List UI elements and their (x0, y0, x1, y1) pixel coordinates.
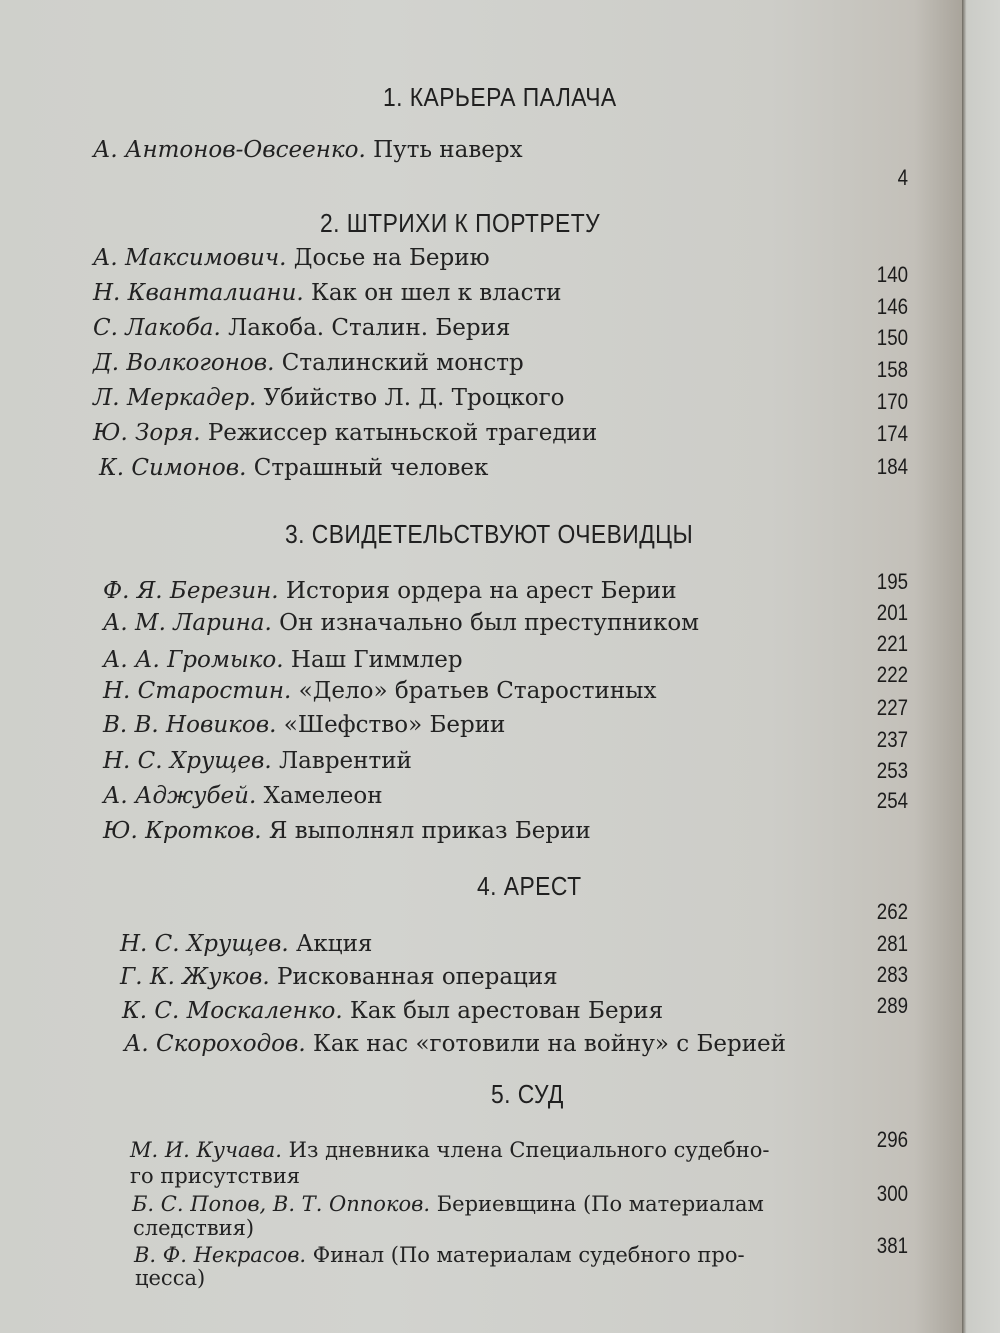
toc-entry (103, 610, 699, 636)
entry-title: Убийство Л. Д. Троцкого (256, 385, 565, 411)
entry-title: Хамелеон (256, 783, 383, 809)
toc-entry (103, 748, 412, 774)
page-number: 146 (876, 294, 908, 319)
entry-author: Ф. Я. Березин. (103, 578, 279, 604)
page-number: 4 (897, 165, 908, 190)
toc-entry (103, 818, 591, 844)
page-number: 253 (876, 758, 908, 783)
entry-author: Н. Старостин. (103, 678, 292, 704)
toc-entry (103, 712, 505, 738)
entry-title: Путь наверх (365, 137, 523, 163)
toc-entry (93, 280, 562, 306)
entry-author: Ю. Зоря. (93, 420, 201, 446)
section-heading: 3. СВИДЕТЕЛЬСТВУЮТ ОЧЕВИДЦЫ (285, 519, 694, 549)
entry-title: Как он шел к власти (303, 280, 562, 306)
entry-title-continuation: го присутствия (130, 1164, 300, 1188)
toc-entry (103, 647, 463, 673)
page-number: 227 (876, 695, 908, 720)
toc-entry (99, 455, 488, 481)
entry-author: Л. Меркадер. (93, 385, 257, 411)
page-number: 221 (876, 631, 908, 656)
page-number: 254 (876, 788, 908, 813)
book-gutter (962, 0, 1000, 1333)
page-number: 201 (876, 600, 908, 625)
toc-entry (130, 1138, 770, 1162)
page-number: 381 (876, 1233, 908, 1258)
entry-title: История ордера на арест Берии (278, 578, 677, 604)
toc-entry (93, 245, 490, 271)
entry-title: Страшный человек (246, 455, 489, 481)
entry-author: Н. Кванталиани. (93, 280, 304, 306)
toc-entry (93, 137, 523, 163)
page-number: 140 (876, 262, 908, 287)
toc-entry (120, 931, 372, 957)
page-number: 174 (876, 421, 908, 446)
page-number: 283 (876, 962, 908, 987)
toc-entry (93, 315, 510, 341)
toc-entry (93, 350, 524, 376)
entry-author: С. Лакоба. (93, 315, 221, 341)
entry-title: Лаврентий (271, 748, 412, 774)
entry-title: Я выполнял приказ Берии (261, 818, 591, 844)
toc-entry (120, 964, 558, 990)
section-heading: 1. КАРЬЕРА ПАЛАЧА (383, 82, 617, 112)
entry-author: А. А. Громыко. (103, 647, 284, 673)
toc-entry (103, 783, 383, 809)
entry-title-continuation: следствия) (133, 1216, 255, 1240)
entry-author: А. Аджубей. (103, 783, 257, 809)
toc-entry (103, 678, 656, 704)
page-number: 237 (876, 727, 908, 752)
entry-author: А. Скороходов. (124, 1031, 306, 1057)
toc-entry (124, 1031, 786, 1057)
toc-entry (103, 578, 677, 604)
toc-entry (93, 385, 564, 411)
page-number: 281 (876, 931, 908, 956)
page-number: 170 (876, 389, 908, 414)
entry-author: В. Ф. Некрасов. (134, 1243, 307, 1267)
page-number: 158 (876, 357, 908, 382)
entry-author: А. Максимович. (93, 245, 287, 271)
entry-title: Как был арестован Берия (342, 998, 664, 1024)
entry-title: Наш Гиммлер (283, 647, 463, 673)
entry-title: «Дело» братьев Старостиных (291, 678, 657, 704)
page-number: 296 (876, 1127, 908, 1152)
entry-title: Сталинский монстр (274, 350, 524, 376)
entry-author: Н. С. Хрущев. (120, 931, 289, 957)
page-number: 300 (876, 1181, 908, 1206)
entry-title: Финал (По материалам судебного про- (306, 1243, 745, 1267)
entry-title: Досье на Берию (286, 245, 490, 271)
page-number: 195 (876, 569, 908, 594)
entry-title-continuation: цесса) (135, 1266, 206, 1290)
entry-author: А. Антонов-Овсеенко. (93, 137, 366, 163)
section-heading: 4. АРЕСТ (477, 871, 582, 901)
entry-title: Как нас «готовили на войну» с Берией (305, 1031, 786, 1057)
section-heading: 5. СУД (491, 1079, 564, 1109)
entry-author: К. Симонов. (99, 455, 247, 481)
entry-author: М. И. Кучава. (130, 1138, 282, 1162)
entry-title: Из дневника члена Специального судебно- (281, 1138, 770, 1162)
toc-entry (132, 1192, 764, 1216)
page-number: 289 (876, 993, 908, 1018)
entry-title: Бериевщина (По материалам (430, 1192, 764, 1216)
entry-title: Лакоба. Сталин. Берия (220, 315, 511, 341)
page-number: 222 (876, 662, 908, 687)
section-heading: 2. ШТРИХИ К ПОРТРЕТУ (320, 208, 601, 238)
entry-author: Г. К. Жуков. (120, 964, 270, 990)
page-number: 150 (876, 325, 908, 350)
entry-author: К. С. Москаленко. (122, 998, 343, 1024)
entry-author: Ю. Кротков. (103, 818, 262, 844)
toc-entry (122, 998, 663, 1024)
entry-author: В. В. Новиков. (103, 712, 277, 738)
entry-title: Режиссер катыньской трагедии (200, 420, 598, 446)
entry-author: Б. С. Попов, В. Т. Оппоков. (132, 1192, 431, 1216)
toc-entry (93, 420, 597, 446)
entry-title: Акция (288, 931, 373, 957)
entry-title: Рискованная операция (269, 964, 558, 990)
entry-author: А. М. Ларина. (103, 610, 272, 636)
toc-entry (134, 1243, 745, 1267)
entry-title: «Шефство» Берии (276, 712, 506, 738)
entry-title: Он изначально был преступником (271, 610, 700, 636)
entry-author: Н. С. Хрущев. (103, 748, 272, 774)
page-number: 184 (876, 454, 908, 479)
page-number: 262 (876, 899, 908, 924)
entry-author: Д. Волкогонов. (93, 350, 275, 376)
